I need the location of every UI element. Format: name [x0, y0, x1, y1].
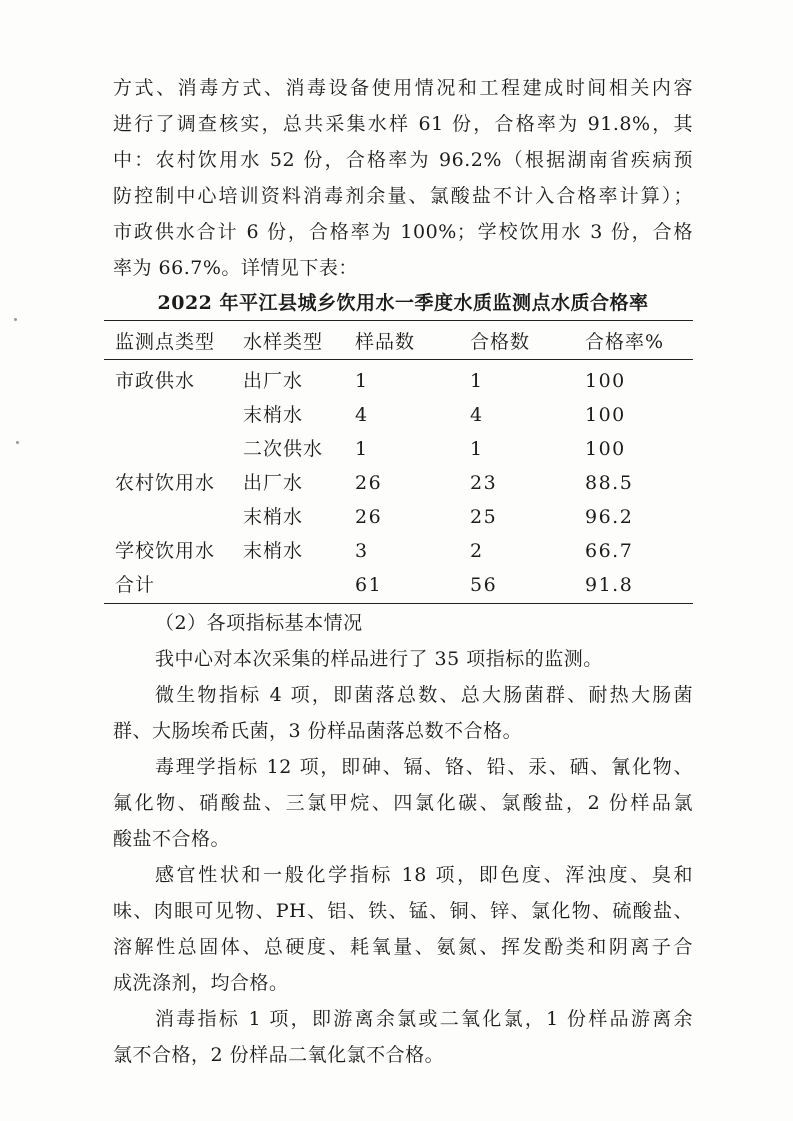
table-cell: 末梢水 — [243, 506, 304, 528]
paragraph-line: 率为 66.7%。详情见下表： — [113, 257, 358, 279]
table-cell: 66.7 — [585, 540, 634, 562]
table-header-cell: 监测点类型 — [115, 331, 216, 353]
table-cell: 1 — [470, 438, 484, 460]
table-cell: 1 — [355, 370, 369, 392]
table-cell: 末梢水 — [243, 404, 304, 426]
table-cell: 1 — [355, 438, 369, 460]
table-cell: 4 — [470, 404, 484, 426]
paragraph-line: 进行了调查核实，总共采集水样 61 份，合格率为 91.8%，其 — [113, 113, 693, 135]
table-title: 2022 年平江县城乡饮用水一季度水质监测点水质合格率 — [157, 292, 649, 314]
table-cell: 2 — [470, 540, 484, 562]
scan-speck — [14, 318, 17, 321]
table-top-rule — [104, 320, 693, 321]
table-cell: 出厂水 — [243, 370, 304, 392]
paragraph-line: 感官性状和一般化学指标 18 项，即色度、浑浊度、臭和 — [155, 864, 693, 886]
section-heading: （2）各项指标基本情况 — [155, 612, 363, 634]
table-cell: 25 — [470, 506, 498, 528]
table-cell: 96.2 — [585, 506, 634, 528]
paragraph-line: 微生物指标 4 项，即菌落总数、总大肠菌群、耐热大肠菌 — [155, 684, 693, 706]
paragraph-line: 防控制中心培训资料消毒剂余量、氯酸盐不计入合格率计算）； — [113, 185, 693, 207]
table-cell: 26 — [355, 472, 383, 494]
table-cell: 100 — [585, 438, 626, 460]
table-cell: 出厂水 — [243, 472, 304, 494]
table-header-cell: 合格数 — [470, 331, 531, 353]
paragraph-line: 市政供水合计 6 份，合格率为 100%；学校饮用水 3 份，合格 — [113, 221, 693, 243]
paragraph-line: 氟化物、硝酸盐、三氯甲烷、四氯化碳、氯酸盐，2 份样品氯 — [113, 792, 693, 814]
table-cell: 市政供水 — [115, 370, 196, 392]
table-cell: 末梢水 — [243, 540, 304, 562]
table-cell: 88.5 — [585, 472, 634, 494]
paragraph-line: 酸盐不合格。 — [113, 828, 231, 850]
table-cell: 农村饮用水 — [115, 472, 216, 494]
table-cell: 4 — [355, 404, 369, 426]
paragraph-line: 消毒指标 1 项，即游离余氯或二氧化氯，1 份样品游离余 — [155, 1008, 693, 1030]
table-header-rule — [104, 359, 693, 360]
table-cell: 91.8 — [585, 574, 634, 596]
table-cell: 23 — [470, 472, 498, 494]
table-header-cell: 样品数 — [355, 331, 416, 353]
paragraph-line: 氯不合格，2 份样品二氧化氯不合格。 — [113, 1044, 445, 1066]
paragraph-line: 味、肉眼可见物、PH、铝、铁、锰、铜、锌、氯化物、硫酸盐、 — [113, 900, 693, 922]
table-cell: 26 — [355, 506, 383, 528]
table-cell: 学校饮用水 — [115, 540, 216, 562]
table-cell: 二次供水 — [243, 438, 324, 460]
table-cell: 100 — [585, 404, 626, 426]
paragraph-line: 我中心对本次采集的样品进行了 35 项指标的监测。 — [155, 648, 603, 670]
table-cell: 100 — [585, 370, 626, 392]
paragraph-line: 毒理学指标 12 项，即砷、镉、铬、铅、汞、硒、氰化物、 — [155, 756, 693, 778]
paragraph-line: 溶解性总固体、总硬度、耗氧量、氨氮、挥发酚类和阴离子合 — [113, 936, 693, 958]
table-header-cell: 合格率% — [585, 331, 665, 353]
table-header-cell: 水样类型 — [243, 331, 324, 353]
paragraph-line: 方式、消毒方式、消毒设备使用情况和工程建成时间相关内容 — [113, 77, 693, 99]
table-bottom-rule — [104, 603, 693, 604]
paragraph-line: 中：农村饮用水 52 份，合格率为 96.2%（根据湖南省疾病预 — [113, 149, 693, 171]
paragraph-line: 成洗涤剂，均合格。 — [113, 972, 289, 994]
table-cell: 61 — [355, 574, 383, 596]
table-cell: 1 — [470, 370, 484, 392]
paragraph-line: 群、大肠埃希氏菌，3 份样品菌落总数不合格。 — [113, 720, 523, 742]
table-cell: 合计 — [115, 574, 156, 596]
scan-speck — [16, 441, 19, 444]
table-cell: 3 — [355, 540, 369, 562]
table-cell: 56 — [470, 574, 498, 596]
